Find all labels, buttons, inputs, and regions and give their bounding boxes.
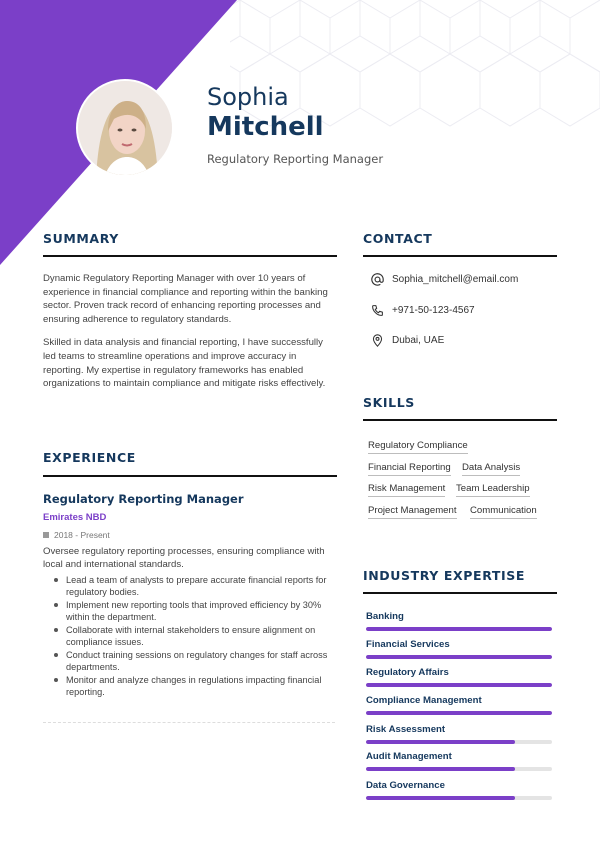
location-pin-icon — [371, 334, 384, 347]
expertise-bar-fill — [366, 711, 552, 715]
at-sign-icon — [371, 273, 384, 286]
job-bullet: Lead a team of analysts to prepare accurate financial reports for regulatory bodies. — [66, 574, 338, 598]
contact-email[interactable] — [371, 273, 518, 286]
expertise-item — [366, 667, 552, 687]
skill-tag: Project Management — [368, 505, 457, 519]
expertise-item — [366, 639, 552, 659]
job-bullet: Collaborate with internal stakeholders to ensure alignment on compliance issues. — [66, 624, 338, 648]
skill-tag: Data Analysis — [462, 462, 520, 476]
job-title: Regulatory Reporting Manager — [207, 152, 384, 166]
expertise-label: Banking — [366, 611, 404, 622]
job-dates-text: 2018 - Present — [54, 530, 110, 540]
expertise-bar-fill — [366, 767, 515, 771]
expertise-bar-track — [366, 796, 552, 800]
expertise-heading: INDUSTRY EXPERTISE — [363, 568, 525, 583]
contact-phone[interactable] — [371, 304, 475, 317]
expertise-label: Risk Assessment — [366, 724, 446, 735]
summary-paragraph: Skilled in data analysis and financial reporting, I have successfully led teams to streamline operations and improve accuracy in reporting. My expertise in regulatory frameworks has enabled organizations to maintain compliance and mitigate risks effectively. — [43, 337, 326, 390]
expertise-label: Financial Services — [366, 639, 450, 650]
expertise-bar-track — [366, 683, 552, 687]
expertise-label: Compliance Management — [366, 695, 482, 706]
email-text: Sophia_mitchell@email.com — [392, 274, 519, 285]
job-bullets — [66, 574, 338, 699]
expertise-item — [366, 780, 552, 800]
experience-divider — [43, 475, 337, 477]
contact-location — [371, 334, 444, 347]
expertise-bar-fill — [366, 740, 515, 744]
expertise-bar-fill — [366, 683, 552, 687]
expertise-bar-fill — [366, 627, 552, 631]
summary-divider — [43, 255, 337, 257]
job-bullet: Implement new reporting tools that improved efficiency by 30% within the department. — [66, 599, 338, 623]
skill-tag: Risk Management — [368, 483, 445, 497]
location-text: Dubai, UAE — [392, 335, 445, 346]
phone-icon — [371, 304, 384, 317]
expertise-bar-track — [366, 655, 552, 659]
calendar-icon — [43, 532, 49, 538]
skill-tag: Team Leadership — [456, 483, 530, 497]
summary-paragraph: Dynamic Regulatory Reporting Manager with over 10 years of experience in financial compliance and reporting within the banking sector. Proven track record of enhancing reporting processes and ensuring adherence to regulatory standards. — [43, 273, 328, 325]
contact-heading: CONTACT — [363, 231, 433, 246]
expertise-divider — [363, 592, 557, 594]
summary-text — [43, 272, 333, 391]
name-block — [207, 83, 383, 166]
expertise-item — [366, 724, 552, 744]
expertise-label: Audit Management — [366, 751, 452, 762]
expertise-bar-track — [366, 740, 552, 744]
job-bullet: Conduct training sessions on regulatory changes for staff across departments. — [66, 649, 338, 673]
skills-divider — [363, 419, 557, 421]
job-description: Oversee regulatory reporting processes, ensuring compliance with local and international standards. — [43, 546, 325, 570]
expertise-item — [366, 695, 552, 715]
expertise-item — [366, 751, 552, 771]
job-company: Emirates NBD — [43, 512, 107, 523]
job-dates — [43, 530, 110, 540]
skill-tag: Financial Reporting — [368, 462, 451, 476]
job-bullet: Monitor and analyze changes in regulations impacting financial reporting. — [66, 674, 338, 698]
expertise-item — [366, 611, 552, 631]
section-end-divider — [43, 722, 335, 723]
skill-tag: Regulatory Compliance — [368, 440, 468, 454]
profile-photo — [76, 79, 174, 177]
expertise-bar-fill — [366, 655, 552, 659]
last-name: Mitchell — [207, 112, 324, 142]
skills-heading: SKILLS — [363, 395, 415, 410]
expertise-bar-track — [366, 711, 552, 715]
job-role: Regulatory Reporting Manager — [43, 492, 244, 506]
expertise-bar-fill — [366, 796, 515, 800]
first-name: Sophia — [207, 83, 289, 111]
expertise-bar-track — [366, 767, 552, 771]
summary-heading: SUMMARY — [43, 231, 119, 246]
skill-tag: Communication — [470, 505, 537, 519]
expertise-bar-track — [366, 627, 552, 631]
expertise-label: Regulatory Affairs — [366, 667, 449, 678]
experience-heading: EXPERIENCE — [43, 450, 136, 465]
expertise-label: Data Governance — [366, 780, 445, 791]
contact-divider — [363, 255, 557, 257]
phone-text: +971-50-123-4567 — [392, 305, 475, 316]
